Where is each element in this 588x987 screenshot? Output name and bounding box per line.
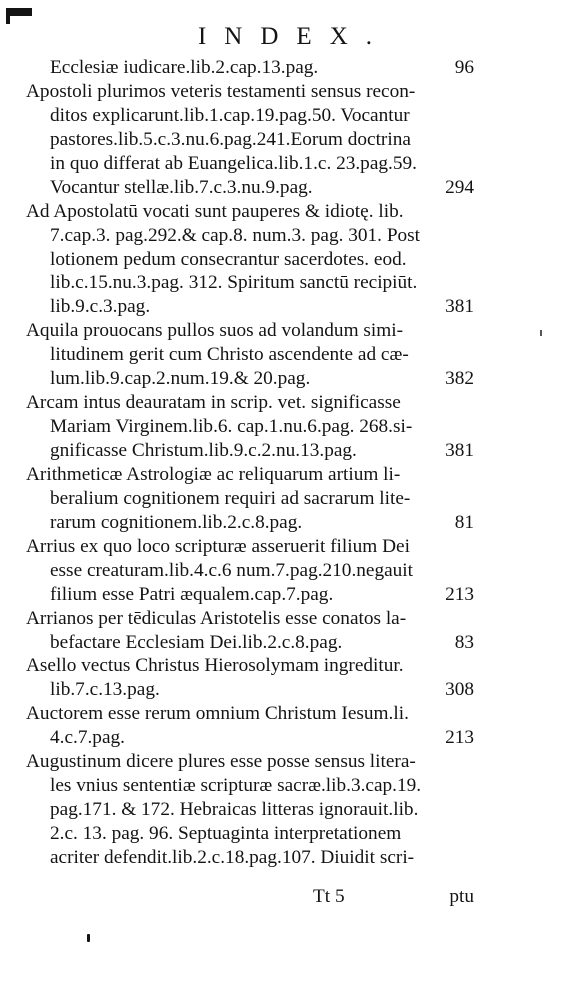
index-line-text: 7.cap.3. pag.292.& cap.8. num.3. pag. 301. Post — [50, 224, 421, 246]
index-line — [26, 607, 476, 631]
page-reference-number: 213 — [445, 727, 474, 749]
index-line — [26, 439, 476, 463]
page-reference-number: 96 — [454, 57, 474, 78]
page-reference-number: 294 — [445, 176, 474, 198]
index-entries — [26, 56, 476, 870]
index-line-text: gnificasse Christum.lib.9.c.2.nu.13.pag. — [50, 440, 357, 461]
index-line — [26, 654, 476, 678]
index-line-text: Vocantur stellæ.lib.7.c.3.nu.9.pag. — [50, 176, 313, 198]
page-reference-number: 83 — [454, 631, 474, 653]
index-line-text: Aquila prouocans pullos suos ad volandum simi- — [26, 320, 404, 342]
catchword: ptu — [449, 886, 474, 907]
index-line — [26, 798, 476, 822]
index-line — [26, 511, 476, 535]
index-line — [26, 104, 476, 128]
page-reference-number: 381 — [445, 440, 474, 461]
index-line — [26, 631, 476, 655]
index-line-text: 2.c. 13. pag. 96. Septuaginta interpretationem — [50, 823, 402, 844]
index-line-text: Apostoli plurimos veteris testamenti sensus recon- — [26, 80, 416, 102]
index-line-text: Auctorem esse rerum omnium Christum Iesum.li. — [26, 703, 409, 725]
index-line-text: in quo differat ab Euangelica.lib.1.c. 23.pag.59. — [50, 152, 417, 174]
page-reference-number: 382 — [445, 368, 474, 390]
index-line-text: pastores.lib.5.c.3.nu.6.pag.241.Eorum doctrina — [50, 128, 411, 150]
index-line — [26, 319, 476, 343]
index-line — [26, 295, 476, 319]
index-line — [26, 80, 476, 104]
index-line — [26, 750, 476, 774]
index-line — [26, 415, 476, 439]
index-line-text: Augustinum dicere plures esse posse sensus litera- — [26, 751, 416, 773]
margin-speck — [540, 330, 542, 336]
index-line-text: Arithmeticæ Astrologiæ ac reliquarum artium li- — [26, 463, 401, 485]
index-line-text: filium esse Patri æqualem.cap.7.pag. — [50, 583, 334, 605]
index-line-text: beralium cognitionem requiri ad sacrarum lite- — [50, 487, 411, 509]
index-line — [26, 846, 476, 870]
index-line — [26, 702, 476, 726]
index-line — [26, 271, 476, 295]
page-reference-number: 213 — [445, 583, 474, 605]
index-line — [26, 559, 476, 583]
index-line — [26, 224, 476, 248]
index-line-text: Arrius ex quo loco scripturæ asseruerit filium Dei — [26, 535, 410, 557]
index-line — [26, 200, 476, 224]
index-line-text: 4.c.7.pag. — [50, 727, 125, 749]
index-line-text: pag.171. & 172. Hebraicas litteras ignorauit.lib. — [50, 799, 419, 821]
corner-printer-mark — [6, 8, 32, 16]
index-line — [26, 248, 476, 272]
index-line-text: les vnius sententiæ scripturæ sacræ.lib.3.cap.19. — [50, 775, 422, 797]
index-line — [26, 678, 476, 702]
index-line-text: esse creaturam.lib.4.c.6 num.7.pag.210.negauit — [50, 559, 414, 581]
index-line — [26, 463, 476, 487]
index-line-text: Mariam Virginem.lib.6. cap.1.nu.6.pag. 268.si- — [50, 416, 413, 438]
index-line-text: lib.7.c.13.pag. — [50, 679, 160, 701]
index-line — [26, 367, 476, 391]
index-line — [26, 583, 476, 607]
page-reference-number: 81 — [454, 511, 474, 533]
stray-ink-mark — [87, 934, 90, 942]
index-line-text: rarum cognitionem.lib.2.c.8.pag. — [50, 511, 303, 533]
index-line — [26, 176, 476, 200]
index-line-text: Ecclesiæ iudicare.lib.2.cap.13.pag. — [50, 57, 319, 78]
index-line — [26, 128, 476, 152]
page-reference-number: 381 — [445, 296, 474, 318]
index-line-text: lib.9.c.3.pag. — [50, 296, 151, 318]
index-line-text: Ad Apostolatū vocati sunt pauperes & idiotę. lib. — [26, 200, 404, 222]
index-line — [26, 774, 476, 798]
index-line — [26, 152, 476, 176]
index-line-text: acriter defendit.lib.2.c.18.pag.107. Diuidit scri- — [50, 846, 415, 868]
index-line — [26, 343, 476, 367]
index-line — [26, 535, 476, 559]
index-line — [26, 56, 476, 80]
index-line — [26, 487, 476, 511]
page-reference-number: 308 — [445, 679, 474, 701]
index-line-text: befactare Ecclesiam Dei.lib.2.c.8.pag. — [50, 631, 343, 653]
page-title: INDEX. — [197, 23, 390, 50]
index-line-text: Arrianos per tēdiculas Aristotelis esse conatos la- — [26, 607, 407, 629]
index-line-text: lib.c.15.nu.3.pag. 312. Spiritum sanctū recipiūt. — [50, 272, 418, 294]
index-line — [26, 726, 476, 750]
index-line — [26, 391, 476, 415]
index-line-text: ditos explicarunt.lib.1.cap.19.pag.50. Vocantur — [50, 104, 410, 126]
index-line-text: litudinem gerit cum Christo ascendente ad cæ- — [50, 344, 409, 366]
index-line — [26, 822, 476, 846]
index-line-text: Arcam intus deauratam in scrip. vet. significasse — [26, 392, 401, 414]
index-line-text: lotionem pedum consecrantur sacerdotes. eod. — [50, 248, 407, 270]
index-line-text: Asello vectus Christus Hierosolymam ingreditur. — [26, 655, 404, 677]
index-line-text: lum.lib.9.cap.2.num.19.& 20.pag. — [50, 368, 311, 390]
signature-mark: Tt 5 — [313, 886, 345, 907]
